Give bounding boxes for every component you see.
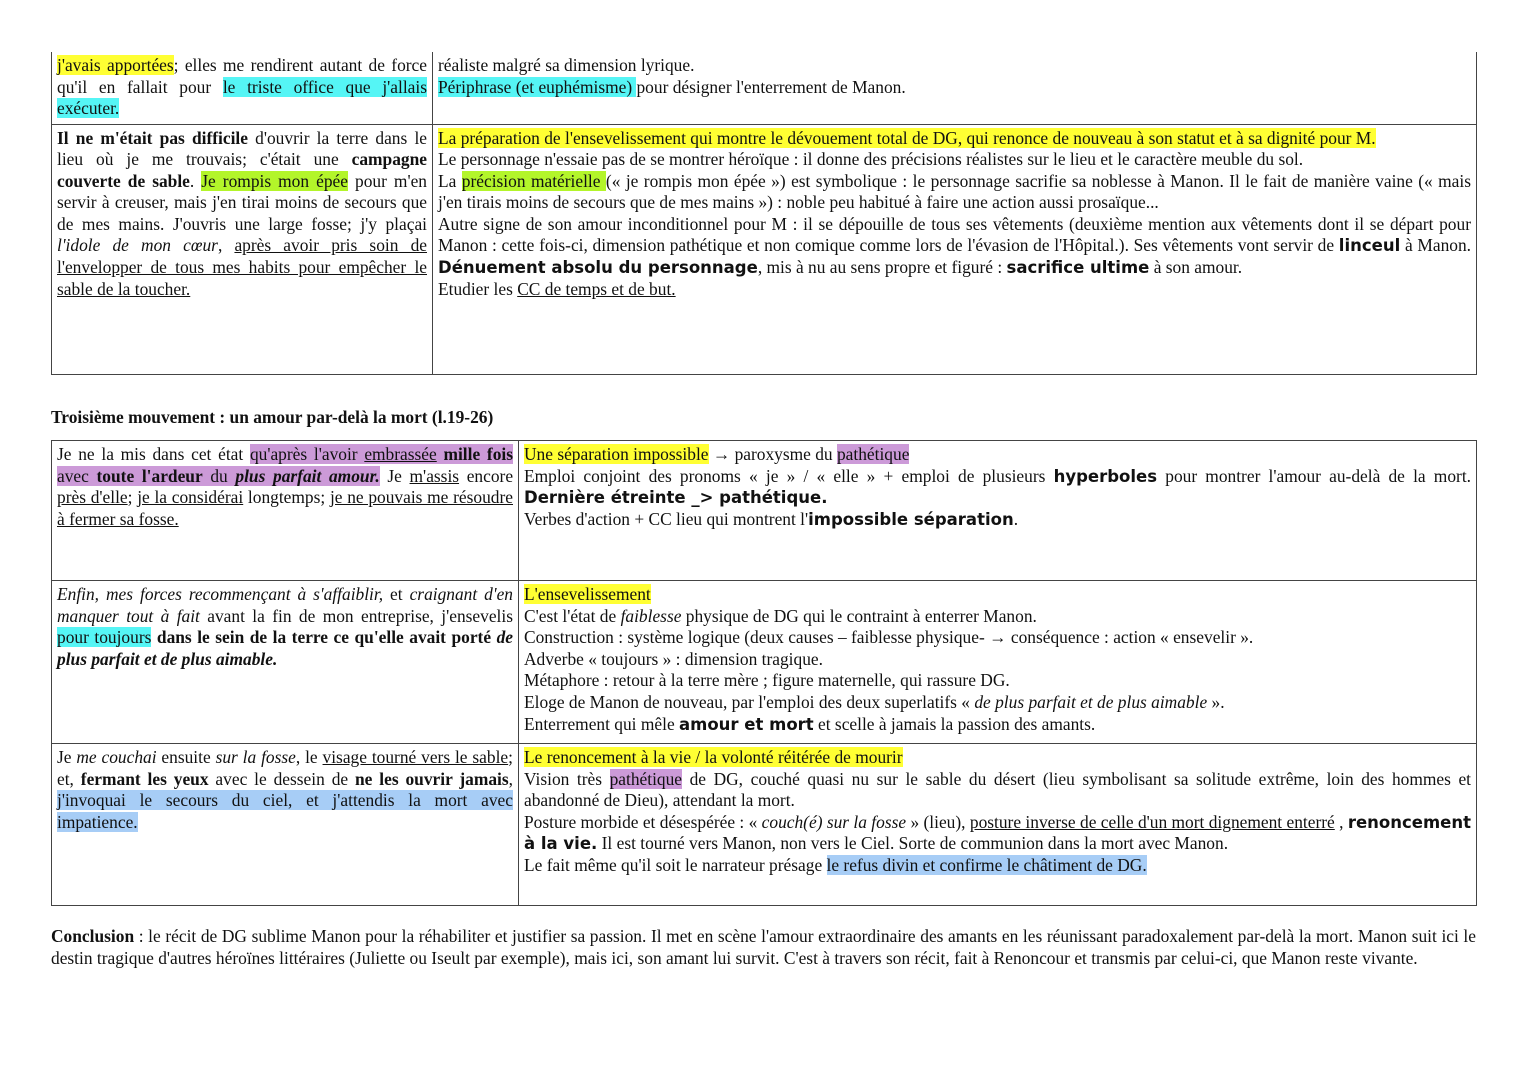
bold-text: amour et mort: [679, 714, 814, 734]
underlined-text: près d'elle: [57, 487, 128, 508]
analysis-text: Etudier les: [438, 278, 518, 299]
bold-text: linceul: [1338, 236, 1401, 256]
quote-cell: [52, 581, 519, 744]
analysis-text: pour montrer l'amour au-delà de la mort.: [1157, 465, 1471, 486]
analysis-text: Il est tourné vers Manon, non vers le Ciel. Sorte de communion dans la mort avec Manon.: [597, 833, 1229, 854]
analysis-paragraph: [524, 692, 1471, 714]
analysis-paragraph: [438, 214, 1471, 279]
analysis-line: réaliste malgré sa dimension lyrique.: [438, 55, 695, 75]
underlined-text: je la considérai: [137, 487, 244, 508]
quote-text: encore: [459, 465, 514, 486]
italic-text: couch(é) sur la fosse: [761, 811, 907, 832]
quote-text: .: [189, 170, 202, 191]
analysis-text: C'est l'état de: [524, 605, 621, 626]
analysis-line: [438, 77, 1471, 99]
quote-text: ;: [127, 487, 138, 508]
analysis-paragraph: Construction : système logique (deux causes – faiblesse physique- → conséquence : action « ensevelir ».: [524, 627, 1254, 648]
bold-italic-text: plus parfait amour.: [235, 465, 380, 486]
highlight-blue: j'invoquai le secours du ciel, et j'attendis la mort avec impatience.: [57, 790, 513, 832]
analysis-cell: [519, 744, 1477, 906]
highlight-green: précision matérielle: [461, 170, 606, 191]
analysis-text: physique de DG qui le contraint à enterrer Manon.: [681, 605, 1037, 626]
quote-text: avec: [57, 465, 97, 486]
highlight-yellow: j'avais apportées: [57, 55, 174, 75]
analysis-cell: [519, 441, 1477, 581]
analysis-text: Emploi conjoint des pronoms « je » / « elle » + emploi de plusieurs: [524, 465, 1054, 486]
conclusion-text: : le récit de DG sublime Manon pour la réhabiliter et justifier sa passion. Il met en scène l'amour extraordinaire des amants en les réunissant paradoxalement par-delà la mort. Manon suit ici le destin tragique d'autres héroïnes littéraires (Juliette ou Iseult par exemple), mais ici, son amant lui survit. C'est à travers son récit, fait à Renoncour et transmis par celui-ci, que Manon reste vivante.: [51, 926, 1476, 968]
analysis-paragraph: [438, 279, 1471, 301]
table-row: [52, 441, 1477, 581]
quote-text: Je: [379, 465, 410, 486]
analysis-text: (« je rompis mon épée ») est symbolique : le personnage sacrifie sa noblesse à Manon. Il le fait de manière vaine (« mais j'en tirais moins de secours que de mes mains ») : noble peu habitué à faire une action aussi prosaïque...: [438, 170, 1471, 213]
underlined-text: embrassée: [364, 444, 437, 464]
highlight-green: Je rompis mon épée: [201, 170, 348, 191]
analysis-text: Vision très: [524, 768, 610, 789]
analysis-paragraph: [524, 606, 1471, 628]
quote-text: Je: [57, 747, 77, 767]
bold-text: ne les ouvrir jamais: [355, 768, 509, 789]
bold-italic-text: de plus parfait et de plus aimable.: [57, 627, 513, 669]
analysis-heading: [524, 584, 1471, 606]
analysis-text: Autre signe de son amour inconditionnel pour M : il se dépouille de tous ses vêtements (deuxième mention aux vêtements dont il se départ pour Manon : cette fois-ci, dimension pathétique et non comique comme lors de l'évasion de l'Hôpital.). Ses vêtements vont servir de: [438, 213, 1471, 256]
quote-text: ,: [508, 768, 514, 789]
quote-cell: [52, 441, 519, 581]
highlight-purple: pathétique: [836, 444, 910, 464]
analysis-paragraph: [524, 855, 1471, 877]
analysis-text: pour désigner l'enterrement de Manon.: [636, 76, 906, 97]
bold-text: Dernière étreinte _> pathétique.: [524, 488, 828, 508]
quote-text: ; et,: [57, 747, 513, 789]
quote-text: qu'après l'avoir: [249, 444, 365, 464]
analysis-paragraph: Métaphore : retour à la terre mère ; figure maternelle, qui rassure DG.: [524, 670, 1010, 691]
analysis-text: ».: [1207, 691, 1225, 712]
analysis-cell: [433, 52, 1477, 124]
analysis-paragraph: Adverbe « toujours » : dimension tragique.: [524, 648, 823, 669]
underlined-text: visage tourné vers le sable: [322, 747, 509, 767]
analysis-paragraph: [524, 466, 1471, 509]
analysis-text: ,: [1334, 811, 1348, 832]
analysis-text: » (lieu),: [906, 811, 970, 832]
analysis-text: Le fait même qu'il soit le narrateur présage: [524, 854, 827, 875]
analysis-paragraph: [438, 128, 1471, 150]
highlight-yellow: La préparation de l'ensevelissement qui montre le dévouement total de DG, qui renonce de nouveau à son statut et à sa dignité pour M.: [438, 127, 1376, 148]
quote-text: ; elles me rendirent autant de force qu'il en fallait pour: [57, 55, 427, 97]
analysis-paragraph: [524, 812, 1471, 855]
bold-text: Il ne m'était pas difficile: [57, 127, 248, 148]
highlight-yellow: Le renoncement à la vie / la volonté réitérée de mourir: [524, 747, 903, 767]
analysis-table-2: [51, 440, 1477, 906]
quote-text: ensuite: [156, 747, 216, 767]
analysis-text: à Manon.: [1400, 235, 1471, 256]
analysis-cell: [519, 581, 1477, 744]
analysis-paragraph: [524, 714, 1471, 736]
analysis-table-1: [51, 52, 1477, 375]
analysis-paragraph: Le personnage n'essaie pas de se montrer héroïque : il donne des précisions réalistes sur le lieu et le caractère meuble du sol.: [438, 149, 1304, 170]
table-row: [52, 744, 1477, 906]
quote-text: ,: [217, 235, 235, 256]
highlight-yellow: L'ensevelissement: [524, 584, 651, 604]
highlight-purple: pathétique: [609, 768, 683, 789]
analysis-text: Verbes d'action + CC lieu qui montrent l': [524, 508, 809, 529]
conclusion: [51, 926, 1476, 969]
analysis-text: La: [438, 170, 462, 191]
section-heading: Troisième mouvement : un amour par-delà la mort (l.19-26): [51, 407, 494, 427]
quote-text: longtemps;: [243, 487, 330, 508]
analysis-text: de DG, couché quasi nu sur le sable du désert (lieu symbolisant sa solitude extrême, loin des hommes et abandonné de Dieu), attendant la mort.: [524, 768, 1471, 811]
quote-text: , le: [295, 747, 323, 767]
bold-text: mille fois: [443, 444, 513, 464]
bold-text: toute l'ardeur: [96, 465, 203, 486]
highlight-cyan: Périphrase (et euphémisme): [438, 76, 637, 97]
underlined-text: je ne pouvais me résoudre à fermer sa fosse.: [57, 487, 513, 529]
quote-text: avant la fin de mon entreprise, j'ensevelis: [199, 605, 513, 626]
highlight-cyan: pour toujours: [57, 627, 152, 648]
underlined-text: après avoir pris soin de l'envelopper de tous mes habits pour empêcher le sable de la toucher.: [57, 235, 427, 299]
analysis-text: Enterrement qui mêle: [524, 713, 680, 734]
analysis-text: Eloge de Manon de nouveau, par l'emploi des deux superlatifs «: [524, 691, 975, 712]
quote-text: d'ouvrir la terre dans le lieu où je me trouvais; c'était une: [57, 127, 427, 170]
table-row: [52, 124, 1477, 374]
italic-text: l'idole de mon cœur: [57, 235, 218, 256]
quote-cell: [52, 124, 433, 374]
bold-text: impossible séparation: [808, 509, 1014, 529]
bold-text: dans le sein de la terre ce qu'elle avait porté: [151, 627, 497, 648]
quote-text: et: [383, 584, 410, 604]
bold-text: hyperboles: [1053, 466, 1158, 486]
conclusion-label: Conclusion: [51, 926, 135, 946]
italic-text: de plus parfait et de plus aimable: [974, 691, 1208, 712]
bold-text: fermant les yeux: [80, 768, 209, 789]
bold-text: Dénuement absolu du personnage: [438, 258, 758, 278]
bold-text: sacrifice ultime: [1006, 258, 1150, 278]
analysis-text: à son amour.: [1149, 257, 1243, 278]
bold-text: renoncement à la vie.: [524, 812, 1471, 854]
quote-text: Je ne la mis dans cet état: [57, 444, 250, 464]
italic-text: sur la fosse: [215, 747, 296, 767]
underlined-text: CC de temps et de but.: [517, 278, 676, 299]
analysis-text: → paroxysme du: [708, 444, 837, 464]
analysis-heading: [524, 444, 1471, 466]
quote-text: avec le dessein de: [208, 768, 355, 789]
italic-text: craignant d'en manquer tout à fait: [57, 584, 513, 626]
highlight-blue: le refus divin et confirme le châtiment de DG.: [826, 854, 1147, 875]
quote-text: du: [202, 465, 236, 486]
analysis-text: .: [1013, 508, 1019, 529]
table-row: [52, 581, 1477, 744]
quote-cell: [52, 52, 433, 124]
highlight-cyan: le triste office que j'allais exécuter.: [57, 76, 427, 119]
analysis-paragraph: [524, 769, 1471, 812]
underlined-text: posture inverse de celle d'un mort dignement enterré: [969, 811, 1335, 832]
underlined-text: m'assis: [409, 465, 460, 486]
analysis-text: Posture morbide et désespérée : «: [524, 811, 762, 832]
analysis-paragraph: [524, 509, 1471, 531]
analysis-paragraph: [438, 171, 1471, 214]
italic-text: faiblesse: [620, 605, 682, 626]
quote-cell: [52, 744, 519, 906]
table-row: [52, 52, 1477, 124]
analysis-heading: [524, 747, 1471, 769]
highlight-yellow: Une séparation impossible: [524, 444, 709, 464]
analysis-text: et scelle à jamais la passion des amants.: [813, 713, 1096, 734]
italic-text: me couchai: [76, 747, 157, 767]
bold-text: campagne couverte de sable: [57, 149, 427, 191]
quote-text: pour m'en servir à creuser, mais j'en tirai moins de secours que de mes mains. J'ouvris une large fosse; j'y plaçai: [57, 170, 427, 234]
italic-text: Enfin, mes forces recommençant à s'affaiblir,: [57, 584, 384, 604]
analysis-text: , mis à nu au sens propre et figuré :: [757, 257, 1007, 278]
analysis-cell: [433, 124, 1477, 374]
